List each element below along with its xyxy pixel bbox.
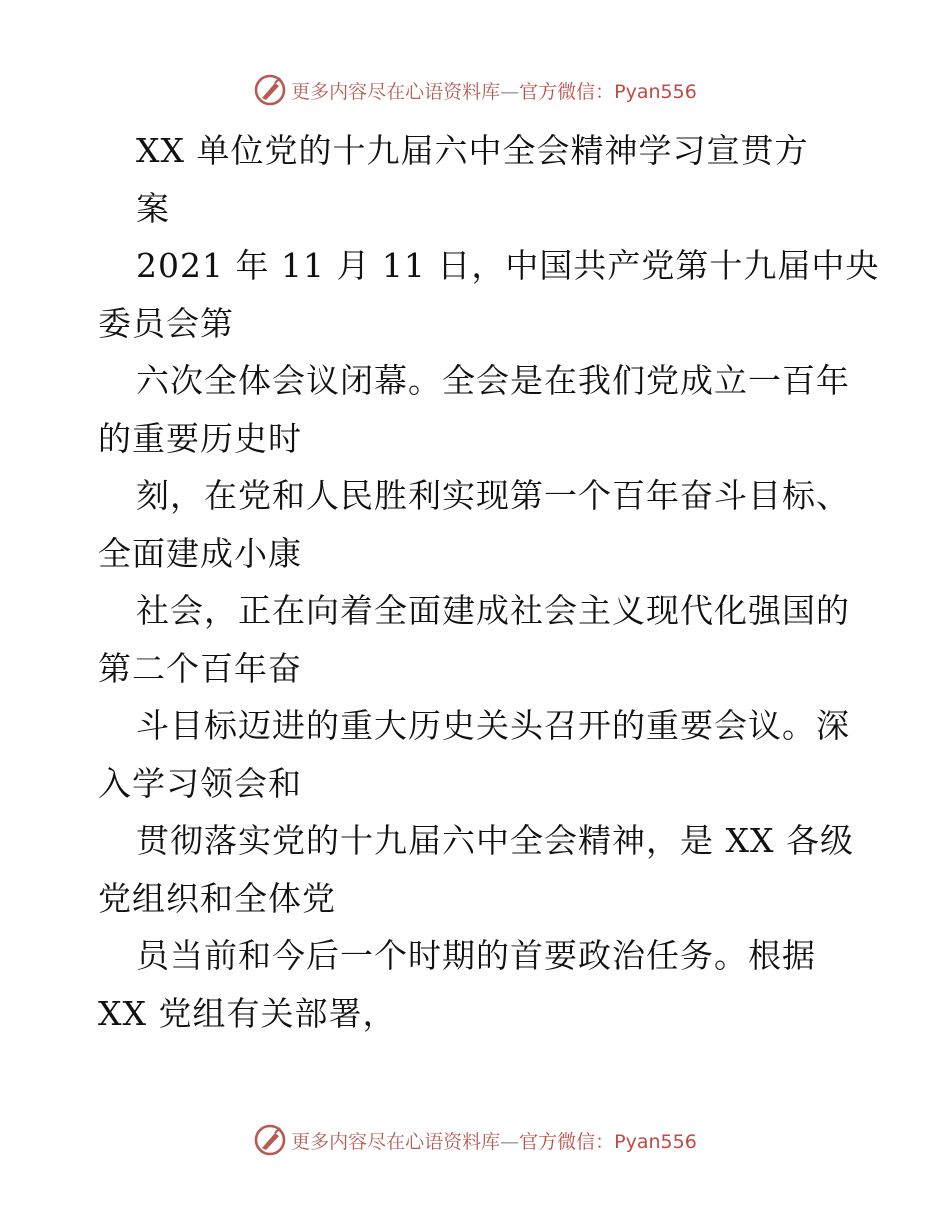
paragraph-line: 员当前和今后一个时期的首要政治任务。根据 [136,936,816,975]
paragraph-line: 的重要历史时 [98,418,302,458]
paragraph-line: 委员会第 [98,303,234,343]
pen-logo-icon [253,73,287,107]
paragraph-line: 第二个百年奋 [98,648,302,688]
watermark-text: 更多内容尽在心语资料库—官方微信：Pyan556 [291,80,697,103]
doc-title-line-1: XX 单位党的十九届六中全会精神学习宣贯方 [136,131,809,170]
pen-logo-icon [253,1123,287,1157]
paragraph-line: 2021 年 11 月 11 日，中国共产党第十九届中央 [136,246,880,285]
paragraph-line: 斗目标迈进的重大历史关头召开的重要会议。深 [136,706,850,745]
paragraph-line: 贯彻落实党的十九届六中全会精神，是 XX 各级 [136,821,854,860]
doc-title-line-2: 案 [136,188,170,228]
paragraph-line: 入学习领会和 [98,763,302,803]
paragraph-line: 全面建成小康 [98,533,302,573]
paragraph-line: 刻，在党和人民胜利实现第一个百年奋斗目标、 [136,476,850,515]
paragraph-line: 党组织和全体党 [98,878,336,918]
footer-watermark [0,1120,950,1160]
document-body [98,122,880,1042]
header-watermark [0,70,950,110]
paragraph-line: 社会，正在向着全面建成社会主义现代化强国的 [136,591,850,630]
paragraph-line: 六次全体会议闭幕。全会是在我们党成立一百年 [136,361,850,400]
paragraph-line: XX 党组有关部署， [98,993,397,1033]
watermark-text: 更多内容尽在心语资料库—官方微信：Pyan556 [291,1130,697,1153]
